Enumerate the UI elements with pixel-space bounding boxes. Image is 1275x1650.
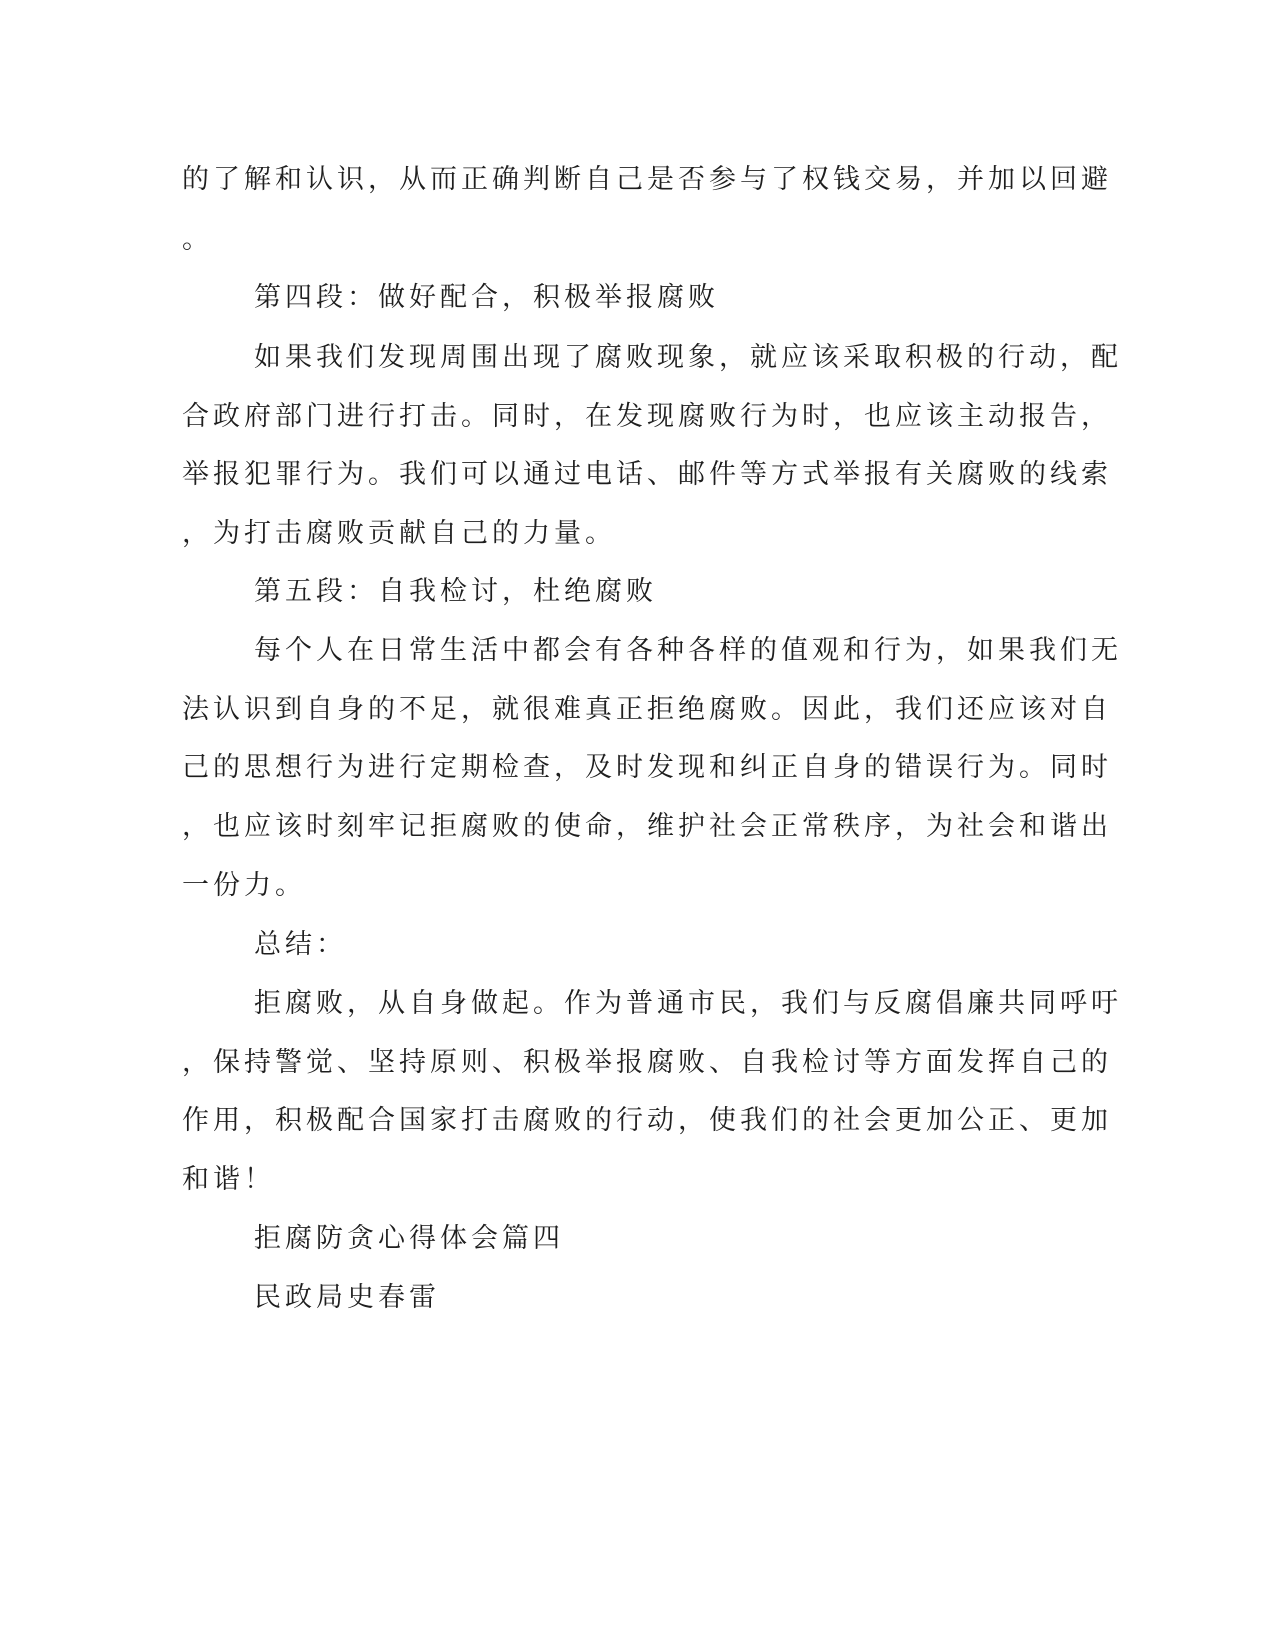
body-line: 的了解和认识，从而正确判断自己是否参与了权钱交易，并加以回避	[182, 164, 1112, 195]
body-line: 己的思想行为进行定期检查，及时发现和纠正自身的错误行为。同时	[182, 752, 1112, 783]
body-line: 作用，积极配合国家打击腐败的行动，使我们的社会更加公正、更加	[182, 1105, 1112, 1136]
section-heading-4: 第四段：做好配合，积极举报腐败	[254, 282, 719, 313]
section-heading-5: 第五段：自我检讨，杜绝腐败	[254, 576, 657, 607]
body-line: 法认识到自身的不足，就很难真正拒绝腐败。因此，我们还应该对自	[182, 694, 1112, 725]
body-line: 和谐！	[182, 1164, 275, 1195]
body-line: 每个人在日常生活中都会有各种各样的值观和行为，如果我们无	[254, 635, 1122, 666]
body-line: 举报犯罪行为。我们可以通过电话、邮件等方式举报有关腐败的线索	[182, 459, 1112, 490]
body-line: ，为打击腐败贡献自己的力量。	[182, 518, 616, 549]
body-line: ，保持警觉、坚持原则、积极举报腐败、自我检讨等方面发挥自己的	[182, 1047, 1112, 1078]
body-line: ，也应该时刻牢记拒腐败的使命，维护社会正常秩序，为社会和谐出	[182, 811, 1112, 842]
body-line: 拒腐败，从自身做起。作为普通市民，我们与反腐倡廉共同呼吁	[254, 988, 1122, 1019]
summary-heading: 总结：	[254, 929, 347, 960]
body-line: 。	[182, 224, 213, 255]
essay-title: 拒腐防贪心得体会篇四	[254, 1223, 564, 1254]
body-line: 如果我们发现周围出现了腐败现象，就应该采取积极的行动，配	[254, 342, 1122, 373]
body-line: 合政府部门进行打击。同时，在发现腐败行为时，也应该主动报告，	[182, 401, 1112, 432]
body-line: 一份力。	[182, 870, 306, 901]
author-line: 民政局史春雷	[254, 1282, 440, 1313]
